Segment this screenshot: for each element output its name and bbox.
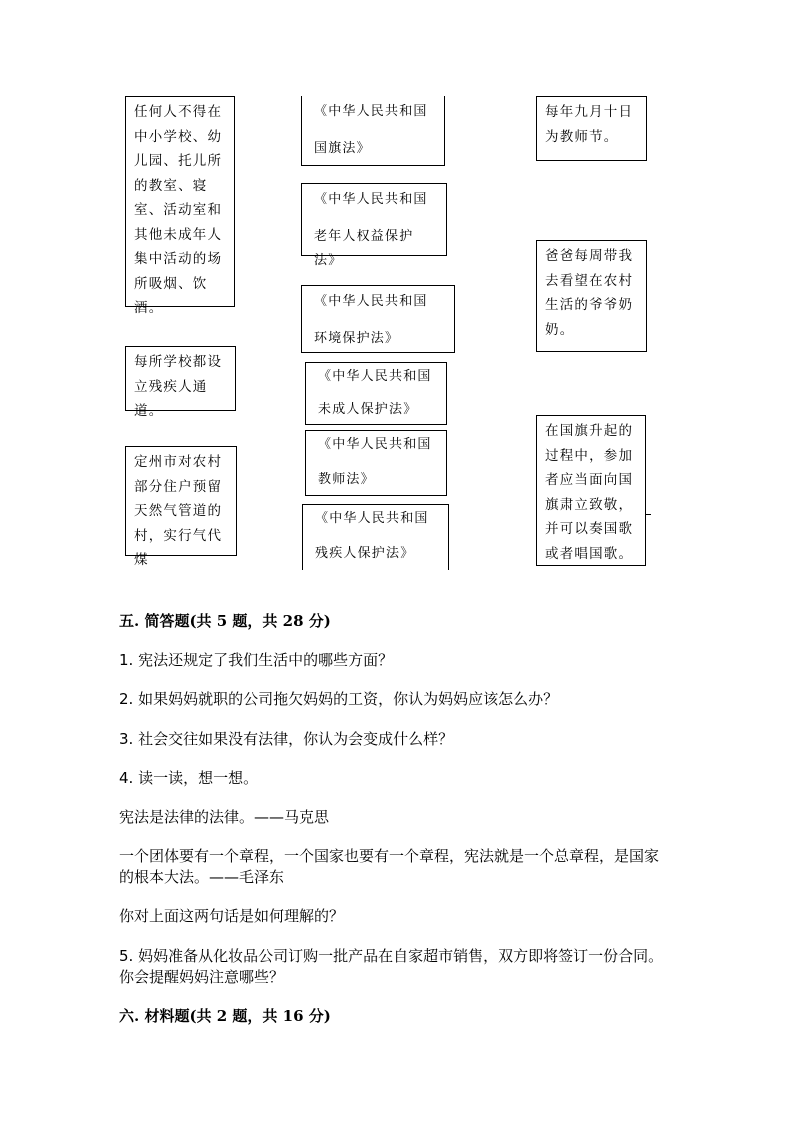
law-box-line1: 《中华人民共和国 — [318, 437, 432, 452]
left-box-smoking: 任何人不得在中小学校、幼儿园、托儿所的教室、寝室、活动室和其他未成年人集中活动的场所吸烟、饮酒。 — [125, 96, 235, 307]
question-1: 1. 宪法还规定了我们生活中的哪些方面？ — [119, 651, 394, 669]
law-box-line2: 教师法》 — [318, 471, 375, 487]
law-box-line2: 残疾人保护法》 — [315, 545, 415, 561]
law-box-disabled — [302, 504, 449, 570]
law-box-environment — [301, 285, 455, 353]
right-box-flag-raising: 在国旗升起的过程中，参加者应当面向国旗肃立致敬，并可以奏国歌或者唱国歌。 — [536, 415, 646, 566]
left-box-accessible-passage: 每所学校都设立残疾人通道。 — [125, 346, 236, 411]
section5-heading: 五. 简答题(共 5 题，共 28 分) — [119, 612, 331, 630]
law-box-line2: 环境保护法》 — [314, 330, 400, 346]
quote-marx: 宪法是法律的法律。——马克思 — [119, 808, 330, 826]
law-box-flag — [301, 96, 445, 166]
right-box-visit-grandparents: 爸爸每周带我去看望在农村生活的爷爷奶奶。 — [536, 240, 647, 352]
question-3: 3. 社会交往如果没有法律，你认为会变成什么样？ — [119, 730, 454, 748]
law-box-line1: 《中华人民共和国 — [315, 511, 429, 526]
section6-heading: 六. 材料题(共 2 题，共 16 分) — [119, 1007, 331, 1025]
law-box-elderly — [301, 183, 447, 268]
connector-tick — [645, 514, 651, 515]
law-box-teachers — [305, 430, 447, 496]
quote-mao: 一个团体要有一个章程，一个国家也要有一个章程，宪法就是一个总章程，是国家的根本大法。——毛泽东 — [119, 847, 660, 886]
left-box-gas-pipeline: 定州市对农村部分住户预留天然气管道的村，实行气代煤 — [125, 446, 237, 556]
law-box-line2: 未成人保护法》 — [318, 401, 418, 417]
law-box-line2: 国旗法》 — [314, 140, 371, 156]
right-box-teachers-day: 每年九月十日为教师节。 — [536, 96, 647, 161]
question-4: 4. 读一读，想一想。 — [119, 769, 259, 787]
law-box-line1: 《中华人民共和国 — [314, 104, 428, 119]
question-5: 5. 妈妈准备从化妆品公司订购一批产品在自家超市销售，双方即将签订一份合同。你会提醒妈妈注意哪些？ — [119, 947, 664, 986]
law-box-line1: 《中华人民共和国 — [318, 369, 432, 384]
law-box-line1: 《中华人民共和国 — [314, 192, 428, 207]
law-box-line1: 《中华人民共和国 — [314, 294, 428, 309]
question-4-ask: 你对上面这两句话是如何理解的？ — [119, 907, 345, 925]
law-box-minors — [305, 362, 447, 425]
law-box-line2: 老年人权益保护法》 — [314, 228, 414, 268]
question-2: 2. 如果妈妈就职的公司拖欠妈妈的工资，你认为妈妈应该怎么办？ — [119, 690, 559, 708]
